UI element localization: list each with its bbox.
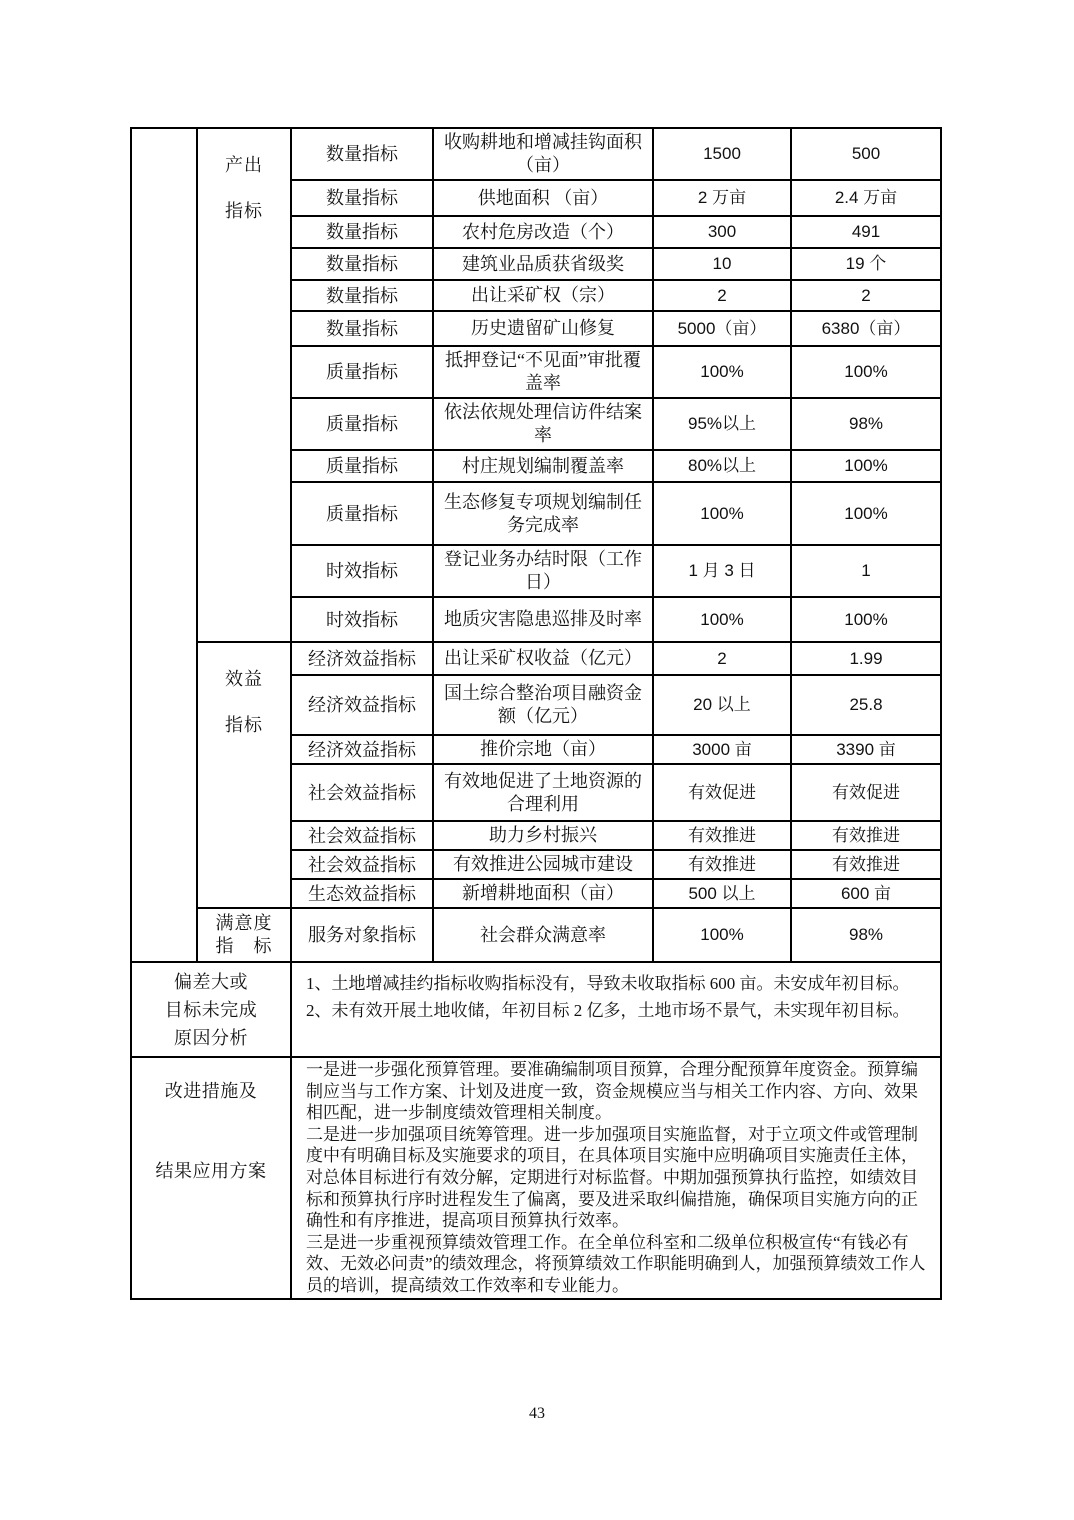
- target-value-cell: 95%以上: [653, 398, 791, 450]
- target-value-cell: 2 万亩: [653, 180, 791, 216]
- deviation-reason-content: 1、土地增减挂约指标收购指标没有，导致未收取指标 600 亩。未安成年初目标。2、未有效开展土地收储，年初目标 2 亿多，土地市场不景气，未实现年初目标。: [291, 962, 941, 1057]
- indicator-name-cell: 出让采矿权（宗）: [433, 280, 653, 311]
- target-value-cell: 500 以上: [653, 879, 791, 908]
- indicator-name-cell: 推价宗地（亩）: [433, 735, 653, 764]
- target-value-cell: 有效推进: [653, 850, 791, 879]
- indicator-type-cell: 数量指标: [291, 180, 433, 216]
- actual-value-cell: 100%: [791, 597, 941, 642]
- indicator-name-cell: 农村危房改造（个）: [433, 216, 653, 248]
- target-value-cell: 2: [653, 642, 791, 675]
- indicator-type-cell: 社会效益指标: [291, 764, 433, 821]
- actual-value-cell: 2: [791, 280, 941, 311]
- page-number: 43: [529, 1405, 545, 1422]
- actual-value-cell: 491: [791, 216, 941, 248]
- indicator-name-cell: 新增耕地面积（亩）: [433, 879, 653, 908]
- indicator-name-cell: 有效推进公园城市建设: [433, 850, 653, 879]
- table-row: [131, 128, 941, 180]
- improvement-paragraph: 一是进一步强化预算管理。要准确编制项目预算，合理分配预算年度资金。预算编制应当与工作方案、计划及进度一致，资金规模应当与相关工作内容、方向、效果相匹配，进一步制度绩效管理相关制度。: [306, 1060, 918, 1123]
- target-value-cell: 100%: [653, 482, 791, 545]
- indicator-type-cell: 时效指标: [291, 597, 433, 642]
- indicator-type-cell: 社会效益指标: [291, 850, 433, 879]
- indicator-name-cell: 依法依规处理信访件结案率: [433, 398, 653, 450]
- actual-value-cell: 100%: [791, 346, 941, 398]
- target-value-cell: 1500: [653, 128, 791, 180]
- category-cell-benefit: [197, 642, 291, 908]
- indicator-name-cell: 有效地促进了土地资源的合理利用: [433, 764, 653, 821]
- target-value-cell: 1 月 3 日: [653, 545, 791, 597]
- indicator-type-cell: 生态效益指标: [291, 879, 433, 908]
- target-value-cell: 有效促进: [653, 764, 791, 821]
- target-value-cell: 有效推进: [653, 821, 791, 850]
- target-value-cell: 100%: [653, 597, 791, 642]
- improvement-paragraph: 三是进一步重视预算绩效管理工作。在全单位科室和二级单位积极宣传“有钱必有效、无效必问责”的绩效理念，将预算绩效工作职能明确到人，加强预算绩效工作人员的培训，提高绩效工作效率和专业能力。: [306, 1232, 926, 1295]
- indicator-type-cell: 质量指标: [291, 398, 433, 450]
- actual-value-cell: 有效推进: [791, 821, 941, 850]
- actual-value-cell: 100%: [791, 482, 941, 545]
- target-value-cell: 100%: [653, 908, 791, 962]
- indicator-name-cell: 抵押登记“不见面”审批覆盖率: [433, 346, 653, 398]
- indicator-type-cell: 社会效益指标: [291, 821, 433, 850]
- indicator-type-cell: 数量指标: [291, 216, 433, 248]
- indicator-type-cell: 数量指标: [291, 311, 433, 346]
- deviation-label-line: 偏差大或: [174, 971, 248, 992]
- category-label-line: 指 标: [215, 936, 273, 956]
- indicator-type-cell: 质量指标: [291, 482, 433, 545]
- indicator-type-cell: 经济效益指标: [291, 642, 433, 675]
- indicator-name-cell: 生态修复专项规划编制任务完成率: [433, 482, 653, 545]
- target-value-cell: 2: [653, 280, 791, 311]
- deviation-label-line: 目标未完成: [164, 999, 258, 1020]
- indicator-name-cell: 出让采矿权收益（亿元）: [433, 642, 653, 675]
- target-value-cell: 3000 亩: [653, 735, 791, 764]
- indicator-name-cell: 村庄规划编制覆盖率: [433, 450, 653, 482]
- category-cell-satisfaction: [197, 908, 291, 962]
- actual-value-cell: 1: [791, 545, 941, 597]
- indicator-type-cell: 数量指标: [291, 128, 433, 180]
- indicator-table-body: [131, 128, 941, 1299]
- improvement-plan-content: [291, 1057, 941, 1299]
- category-label-line: 指标: [225, 201, 263, 221]
- deviation-reason-label-cell: [131, 962, 291, 1057]
- indicator-name-cell: 登记业务办结时限（工作日）: [433, 545, 653, 597]
- category-label-line: 满意度: [215, 913, 273, 933]
- actual-value-cell: 6380（亩）: [791, 311, 941, 346]
- indicator-type-cell: 质量指标: [291, 450, 433, 482]
- actual-value-cell: 500: [791, 128, 941, 180]
- improvement-plan-label-cell: [131, 1057, 291, 1299]
- table-row: [131, 962, 941, 1057]
- deviation-label-line: 原因分析: [174, 1027, 248, 1048]
- actual-value-cell: 有效推进: [791, 850, 941, 879]
- improvement-label-line: 改进措施及: [164, 1081, 258, 1101]
- table-row: [131, 1057, 941, 1299]
- actual-value-cell: 98%: [791, 398, 941, 450]
- category-label-line: 效益: [225, 669, 263, 689]
- indicator-name-cell: 助力乡村振兴: [433, 821, 653, 850]
- actual-value-cell: 19 个: [791, 248, 941, 280]
- indicator-type-cell: 质量指标: [291, 346, 433, 398]
- actual-value-cell: 3390 亩: [791, 735, 941, 764]
- table-row: [131, 642, 941, 675]
- target-value-cell: 100%: [653, 346, 791, 398]
- improvement-paragraph: 二是进一步加强项目统筹管理。进一步加强项目实施监督，对于立项文件或管理制度中有明确目标及实施要求的项目，在具体项目实施中应明确项目实施责任主体，对总体目标进行有效分解，定期进行对标监督。中期加强预算执行监控，如绩效目标和预算执行序时进程发生了偏离，要及进采取纠偏措施，确保项目实施方向的正确性和有序推进，提高项目预算执行效率。: [306, 1124, 918, 1231]
- indicator-type-cell: 经济效益指标: [291, 735, 433, 764]
- category-cell-output: [197, 128, 291, 642]
- indicator-name-cell: 建筑业品质获省级奖: [433, 248, 653, 280]
- actual-value-cell: 100%: [791, 450, 941, 482]
- category-label-line: 指标: [225, 715, 263, 735]
- target-value-cell: 10: [653, 248, 791, 280]
- table-row: [131, 908, 941, 962]
- indicator-name-cell: 社会群众满意率: [433, 908, 653, 962]
- indicator-name-cell: 收购耕地和增减挂钩面积（亩）: [433, 128, 653, 180]
- actual-value-cell: 2.4 万亩: [791, 180, 941, 216]
- actual-value-cell: 25.8: [791, 675, 941, 735]
- performance-indicator-table: [130, 127, 942, 1300]
- actual-value-cell: 98%: [791, 908, 941, 962]
- target-value-cell: 5000（亩）: [653, 311, 791, 346]
- indicator-type-cell: 经济效益指标: [291, 675, 433, 735]
- table-left-spacer-cell: [131, 128, 197, 962]
- target-value-cell: 300: [653, 216, 791, 248]
- indicator-type-cell: 数量指标: [291, 248, 433, 280]
- indicator-name-cell: 地质灾害隐患巡排及时率: [433, 597, 653, 642]
- actual-value-cell: 有效促进: [791, 764, 941, 821]
- indicator-type-cell: 服务对象指标: [291, 908, 433, 962]
- target-value-cell: 20 以上: [653, 675, 791, 735]
- actual-value-cell: 1.99: [791, 642, 941, 675]
- indicator-name-cell: 国土综合整治项目融资金额（亿元）: [433, 675, 653, 735]
- improvement-label-line: 结果应用方案: [155, 1161, 267, 1181]
- indicator-type-cell: 数量指标: [291, 280, 433, 311]
- category-label-line: 产出: [225, 155, 263, 175]
- indicator-name-cell: 历史遗留矿山修复: [433, 311, 653, 346]
- indicator-name-cell: 供地面积 （亩）: [433, 180, 653, 216]
- actual-value-cell: 600 亩: [791, 879, 941, 908]
- target-value-cell: 80%以上: [653, 450, 791, 482]
- indicator-type-cell: 时效指标: [291, 545, 433, 597]
- improvement-label-stack: [136, 1080, 286, 1182]
